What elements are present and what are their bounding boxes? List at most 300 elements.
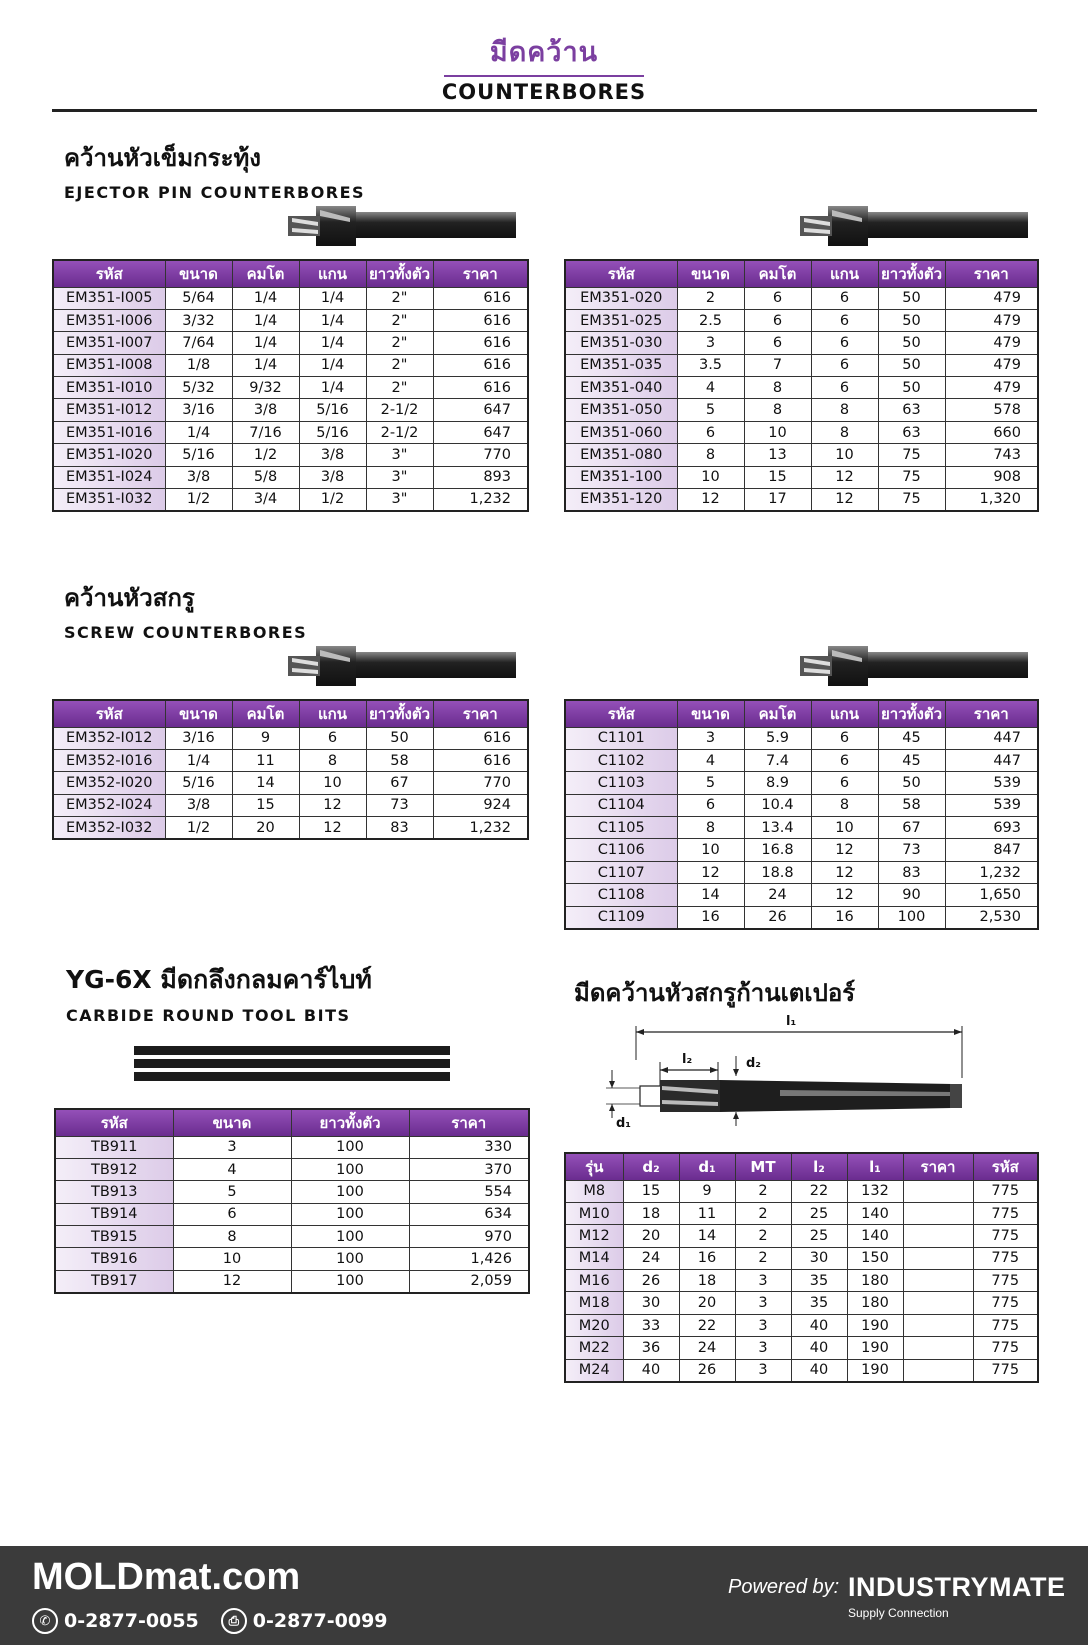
table-cell: 6: [811, 727, 878, 749]
table-cell: 36: [623, 1337, 679, 1359]
ejector-metric-table: [564, 259, 1039, 512]
column-header: ขนาด: [677, 260, 744, 287]
footer-phone[interactable]: 0-2877-0055: [64, 1610, 199, 1632]
column-header: ราคา: [433, 260, 528, 287]
table-cell-code: C1102: [565, 749, 677, 771]
table-cell: 908: [945, 466, 1038, 488]
table-row: [565, 309, 1038, 331]
table-cell: 100: [291, 1158, 409, 1180]
table-cell: [903, 1225, 973, 1247]
table-cell: 1/4: [165, 421, 232, 443]
table-cell: 40: [791, 1314, 847, 1336]
table-cell-code: C1101: [565, 727, 677, 749]
table-cell: 3/8: [299, 444, 366, 466]
table-cell: 4: [677, 377, 744, 399]
table-cell: 16: [677, 906, 744, 928]
table-row: [55, 1248, 529, 1270]
table-cell: 1/4: [232, 354, 299, 376]
table-cell: 775: [973, 1225, 1038, 1247]
table-cell: 1/4: [299, 309, 366, 331]
table-cell: 1,320: [945, 489, 1038, 511]
table-cell: 3: [677, 332, 744, 354]
table-row: [55, 1136, 529, 1158]
table-cell-code: EM351-080: [565, 444, 677, 466]
table-cell: 447: [945, 727, 1038, 749]
column-header: คมโต: [232, 260, 299, 287]
table-row: [565, 839, 1038, 861]
table-cell: 6: [811, 287, 878, 309]
table-cell: 6: [811, 354, 878, 376]
table-cell: 1/2: [165, 817, 232, 839]
table-cell-code: EM352-I020: [53, 772, 165, 794]
table-cell: 5/8: [232, 466, 299, 488]
table-cell: 2,059: [409, 1270, 529, 1292]
table-cell: 58: [878, 794, 945, 816]
table-row: [53, 749, 528, 771]
column-header: ยาวทั้งตัว: [291, 1109, 409, 1136]
table-cell: 35: [791, 1270, 847, 1292]
column-header: แกน: [811, 700, 878, 727]
table-cell: 1/2: [299, 489, 366, 511]
header-divider: [52, 109, 1037, 112]
table-cell: 6: [811, 332, 878, 354]
table-cell: 2": [366, 354, 433, 376]
table-cell-code: C1108: [565, 884, 677, 906]
table-row: [565, 772, 1038, 794]
table-row: [53, 287, 528, 309]
table-cell: 20: [623, 1225, 679, 1247]
table-header-row: [565, 1153, 1038, 1180]
table-cell: 12: [677, 861, 744, 883]
table-cell: 14: [679, 1225, 735, 1247]
table-cell: 8: [811, 421, 878, 443]
table-cell: 447: [945, 749, 1038, 771]
table-row: [565, 1292, 1038, 1314]
table-cell: 6: [811, 749, 878, 771]
table-cell: 12: [811, 839, 878, 861]
table-cell: [903, 1314, 973, 1336]
d1-label: d₁: [616, 1116, 631, 1131]
table-cell-code: EM351-I032: [53, 489, 165, 511]
table-cell: 770: [433, 772, 528, 794]
table-cell: 5: [173, 1181, 291, 1203]
table-cell: 616: [433, 332, 528, 354]
table-cell-code: M18: [565, 1292, 623, 1314]
table-cell: 45: [878, 727, 945, 749]
table-cell: 14: [677, 884, 744, 906]
table-cell: 11: [232, 749, 299, 771]
page-footer: [0, 1546, 1088, 1645]
table-cell: [903, 1202, 973, 1224]
table-cell: 15: [232, 794, 299, 816]
table-cell-code: EM351-I012: [53, 399, 165, 421]
table-cell: 5/16: [299, 421, 366, 443]
table-cell: 616: [433, 309, 528, 331]
table-cell: 3: [735, 1359, 791, 1381]
table-cell: 616: [433, 287, 528, 309]
table-cell: 2: [735, 1247, 791, 1269]
table-header-row: [53, 260, 528, 287]
l2-label: l₂: [682, 1052, 693, 1067]
table-cell: [903, 1270, 973, 1292]
screw-metric-table: [564, 699, 1039, 930]
table-cell-code: EM351-I006: [53, 309, 165, 331]
table-cell: 743: [945, 444, 1038, 466]
table-cell: 90: [878, 884, 945, 906]
table-cell: 63: [878, 421, 945, 443]
table-row: [565, 906, 1038, 928]
table-cell: 30: [623, 1292, 679, 1314]
table-cell: 539: [945, 794, 1038, 816]
table-cell: 73: [366, 794, 433, 816]
table-cell: 1/8: [165, 354, 232, 376]
table-cell: 479: [945, 377, 1038, 399]
table-row: [565, 794, 1038, 816]
table-cell: 75: [878, 489, 945, 511]
table-cell: 2: [735, 1180, 791, 1202]
table-cell: 8: [811, 794, 878, 816]
table-row: [53, 309, 528, 331]
table-cell: 770: [433, 444, 528, 466]
table-cell: 634: [409, 1203, 529, 1225]
l1-label: l₁: [786, 1014, 797, 1029]
table-cell: 12: [811, 466, 878, 488]
table-cell: 18.8: [744, 861, 811, 883]
table-cell: 2: [735, 1225, 791, 1247]
table-cell-code: C1104: [565, 794, 677, 816]
table-row: [53, 421, 528, 443]
table-cell: 8: [173, 1226, 291, 1248]
table-row: [565, 1359, 1038, 1381]
table-cell: 10: [677, 839, 744, 861]
table-cell: 1,232: [433, 489, 528, 511]
ejector-title-thai: คว้านหัวเข็มกระทุ้ง: [64, 144, 261, 172]
ejector-counterbore-image-right: [800, 204, 1030, 248]
table-row: [53, 377, 528, 399]
column-header: รหัส: [53, 700, 165, 727]
table-cell: 100: [878, 906, 945, 928]
table-row: [565, 749, 1038, 771]
table-cell: 9/32: [232, 377, 299, 399]
carbide-title-thai: YG-6X มีดกลึงกลมคาร์ไบท์: [66, 965, 372, 994]
table-cell: 75: [878, 466, 945, 488]
table-cell-code: EM352-I016: [53, 749, 165, 771]
column-header: ยาวทั้งตัว: [366, 260, 433, 287]
table-cell-code: EM351-050: [565, 399, 677, 421]
table-cell-code: M10: [565, 1202, 623, 1224]
table-cell: 100: [291, 1136, 409, 1158]
table-cell-code: EM352-I024: [53, 794, 165, 816]
table-cell: 180: [847, 1292, 903, 1314]
table-row: [55, 1181, 529, 1203]
table-cell: 40: [623, 1359, 679, 1381]
table-cell-code: C1103: [565, 772, 677, 794]
table-cell: 1/2: [232, 444, 299, 466]
table-cell: 5/16: [165, 444, 232, 466]
table-cell: 2-1/2: [366, 399, 433, 421]
table-cell: 6: [744, 309, 811, 331]
table-cell: 775: [973, 1202, 1038, 1224]
table-cell: 693: [945, 817, 1038, 839]
table-cell-code: TB911: [55, 1136, 173, 1158]
phone-icon: ✆: [32, 1608, 58, 1634]
table-cell: 7/64: [165, 332, 232, 354]
carbide-bits-image: [134, 1046, 450, 1082]
table-row: [53, 354, 528, 376]
table-row: [565, 354, 1038, 376]
table-cell: 2": [366, 332, 433, 354]
table-cell: [903, 1337, 973, 1359]
table-cell-code: M22: [565, 1337, 623, 1359]
column-header: รหัส: [973, 1153, 1038, 1180]
table-cell-code: TB916: [55, 1248, 173, 1270]
table-cell: 132: [847, 1180, 903, 1202]
table-cell: 2.5: [677, 309, 744, 331]
table-cell: 14: [232, 772, 299, 794]
d2-label: d₂: [746, 1056, 761, 1071]
table-cell: 15: [623, 1180, 679, 1202]
table-cell: 12: [299, 817, 366, 839]
screw-inch-table: [52, 699, 529, 840]
table-cell: 6: [811, 377, 878, 399]
table-cell: 554: [409, 1181, 529, 1203]
table-cell: 50: [878, 332, 945, 354]
taper-table: [564, 1152, 1039, 1383]
ejector-inch-table: [52, 259, 529, 512]
ejector-title-english: EJECTOR PIN COUNTERBORES: [64, 183, 366, 202]
table-cell-code: M12: [565, 1225, 623, 1247]
table-cell-code: EM351-020: [565, 287, 677, 309]
column-header: ยาวทั้งตัว: [366, 700, 433, 727]
column-header: คมโต: [744, 700, 811, 727]
table-cell: 3: [173, 1136, 291, 1158]
footer-fax[interactable]: 0-2877-0099: [252, 1610, 388, 1632]
table-cell: 479: [945, 354, 1038, 376]
table-cell-code: EM351-I016: [53, 421, 165, 443]
screw-counterbore-image-left: [288, 644, 518, 688]
table-cell: 3": [366, 489, 433, 511]
column-header: รหัส: [565, 700, 677, 727]
table-cell: 539: [945, 772, 1038, 794]
fax-icon: ⎙: [221, 1608, 247, 1634]
table-cell: 10: [299, 772, 366, 794]
table-cell: 1/4: [232, 287, 299, 309]
table-cell: 5.9: [744, 727, 811, 749]
table-cell: 15: [744, 466, 811, 488]
table-cell: 479: [945, 332, 1038, 354]
table-cell: 6: [677, 421, 744, 443]
column-header: คมโต: [232, 700, 299, 727]
table-cell: 616: [433, 749, 528, 771]
carbide-section-title: [66, 960, 372, 1025]
table-row: [565, 1247, 1038, 1269]
table-cell: 1/4: [299, 332, 366, 354]
footer-brand[interactable]: MOLDmat.com: [32, 1556, 301, 1598]
table-cell: 1/2: [165, 489, 232, 511]
table-row: [565, 332, 1038, 354]
table-cell-code: M20: [565, 1314, 623, 1336]
table-cell: 190: [847, 1314, 903, 1336]
table-cell: 7: [744, 354, 811, 376]
table-cell: 3: [677, 727, 744, 749]
table-row: [53, 444, 528, 466]
table-cell: 370: [409, 1158, 529, 1180]
column-header: ขนาด: [173, 1109, 291, 1136]
table-cell: 578: [945, 399, 1038, 421]
table-cell: 10: [811, 444, 878, 466]
table-cell: 11: [679, 1202, 735, 1224]
table-cell: 616: [433, 727, 528, 749]
column-header: ยาวทั้งตัว: [878, 260, 945, 287]
table-row: [53, 794, 528, 816]
table-cell: 647: [433, 399, 528, 421]
column-header: รหัส: [565, 260, 677, 287]
footer-partner-tagline: Supply Connection: [848, 1606, 949, 1620]
page-title-english: COUNTERBORES: [441, 80, 647, 104]
table-cell: 25: [791, 1225, 847, 1247]
table-cell: 6: [744, 332, 811, 354]
column-header: ราคา: [433, 700, 528, 727]
table-cell: 20: [232, 817, 299, 839]
table-row: [565, 817, 1038, 839]
table-row: [565, 861, 1038, 883]
table-cell: 2,530: [945, 906, 1038, 928]
screw-section-title: [64, 578, 307, 642]
table-cell: 10.4: [744, 794, 811, 816]
table-cell: 775: [973, 1270, 1038, 1292]
table-cell: 190: [847, 1337, 903, 1359]
table-cell: 775: [973, 1314, 1038, 1336]
table-cell: 5/16: [165, 772, 232, 794]
table-row: [55, 1226, 529, 1248]
column-header: แกน: [299, 700, 366, 727]
table-cell: 1/4: [232, 309, 299, 331]
table-cell: 1/4: [232, 332, 299, 354]
table-cell: 6: [811, 309, 878, 331]
table-cell-code: EM351-120: [565, 489, 677, 511]
table-cell-code: C1106: [565, 839, 677, 861]
table-cell-code: EM351-I008: [53, 354, 165, 376]
table-row: [53, 399, 528, 421]
table-cell-code: EM351-035: [565, 354, 677, 376]
column-header: MT: [735, 1153, 791, 1180]
table-cell: 924: [433, 794, 528, 816]
table-cell: 970: [409, 1226, 529, 1248]
table-cell: 30: [791, 1247, 847, 1269]
table-cell: 3/32: [165, 309, 232, 331]
ejector-counterbore-image-left: [288, 204, 518, 248]
table-row: [565, 377, 1038, 399]
table-cell-code: C1109: [565, 906, 677, 928]
column-header: l₂: [791, 1153, 847, 1180]
table-cell: 24: [679, 1337, 735, 1359]
table-cell: 18: [679, 1270, 735, 1292]
screw-counterbore-image-right: [800, 644, 1030, 688]
table-cell: 3": [366, 444, 433, 466]
table-header-row: [565, 260, 1038, 287]
table-cell: 16: [679, 1247, 735, 1269]
table-cell: 100: [291, 1270, 409, 1292]
table-cell: 1/4: [165, 749, 232, 771]
table-row: [565, 399, 1038, 421]
table-cell: 58: [366, 749, 433, 771]
table-cell-code: TB912: [55, 1158, 173, 1180]
table-cell: 50: [878, 354, 945, 376]
table-cell: 8: [744, 377, 811, 399]
table-cell: 8.9: [744, 772, 811, 794]
table-cell: 50: [878, 287, 945, 309]
column-header: รุ่น: [565, 1153, 623, 1180]
table-cell: 3: [735, 1314, 791, 1336]
table-cell-code: EM351-I005: [53, 287, 165, 309]
column-header: รหัส: [53, 260, 165, 287]
screw-title-thai: คว้านหัวสกรู: [64, 584, 195, 612]
table-cell: 3: [735, 1292, 791, 1314]
column-header: ราคา: [945, 700, 1038, 727]
table-row: [565, 727, 1038, 749]
page-title-thai: มีดคว้าน: [489, 37, 599, 68]
table-cell: 3/4: [232, 489, 299, 511]
table-cell: 45: [878, 749, 945, 771]
table-cell: 3: [735, 1337, 791, 1359]
table-cell: [903, 1247, 973, 1269]
table-cell: 10: [744, 421, 811, 443]
column-header: คมโต: [744, 260, 811, 287]
table-row: [565, 1270, 1038, 1292]
table-cell: 1/4: [299, 354, 366, 376]
table-cell: 10: [811, 817, 878, 839]
table-cell: 4: [173, 1158, 291, 1180]
column-header: แกน: [811, 260, 878, 287]
table-row: [53, 489, 528, 511]
table-header-row: [565, 700, 1038, 727]
table-cell: 100: [291, 1181, 409, 1203]
table-cell: 1,232: [945, 861, 1038, 883]
table-cell-code: EM351-I020: [53, 444, 165, 466]
table-cell: 2: [677, 287, 744, 309]
table-cell: 140: [847, 1202, 903, 1224]
table-cell: 647: [433, 421, 528, 443]
table-cell: 22: [679, 1314, 735, 1336]
table-cell: 1,650: [945, 884, 1038, 906]
table-cell: 893: [433, 466, 528, 488]
table-cell: 100: [291, 1226, 409, 1248]
table-header-row: [53, 700, 528, 727]
table-cell: 2: [735, 1202, 791, 1224]
table-cell: 3/16: [165, 399, 232, 421]
table-cell: 3/8: [299, 466, 366, 488]
table-cell: 330: [409, 1136, 529, 1158]
column-header: ขนาด: [677, 700, 744, 727]
table-cell: 24: [623, 1247, 679, 1269]
table-row: [55, 1158, 529, 1180]
table-row: [55, 1203, 529, 1225]
table-cell-code: TB915: [55, 1226, 173, 1248]
table-header-row: [55, 1109, 529, 1136]
table-cell: 67: [878, 817, 945, 839]
column-header: d₂: [623, 1153, 679, 1180]
table-cell: 100: [291, 1203, 409, 1225]
table-row: [565, 1314, 1038, 1336]
table-cell: 616: [433, 377, 528, 399]
table-cell-code: EM351-030: [565, 332, 677, 354]
footer-partner-logo[interactable]: INDUSTRYMATE: [848, 1572, 1066, 1602]
table-cell: 8: [811, 399, 878, 421]
table-cell: 16: [811, 906, 878, 928]
table-cell: 40: [791, 1337, 847, 1359]
table-cell: 5/16: [299, 399, 366, 421]
table-cell: 7/16: [232, 421, 299, 443]
